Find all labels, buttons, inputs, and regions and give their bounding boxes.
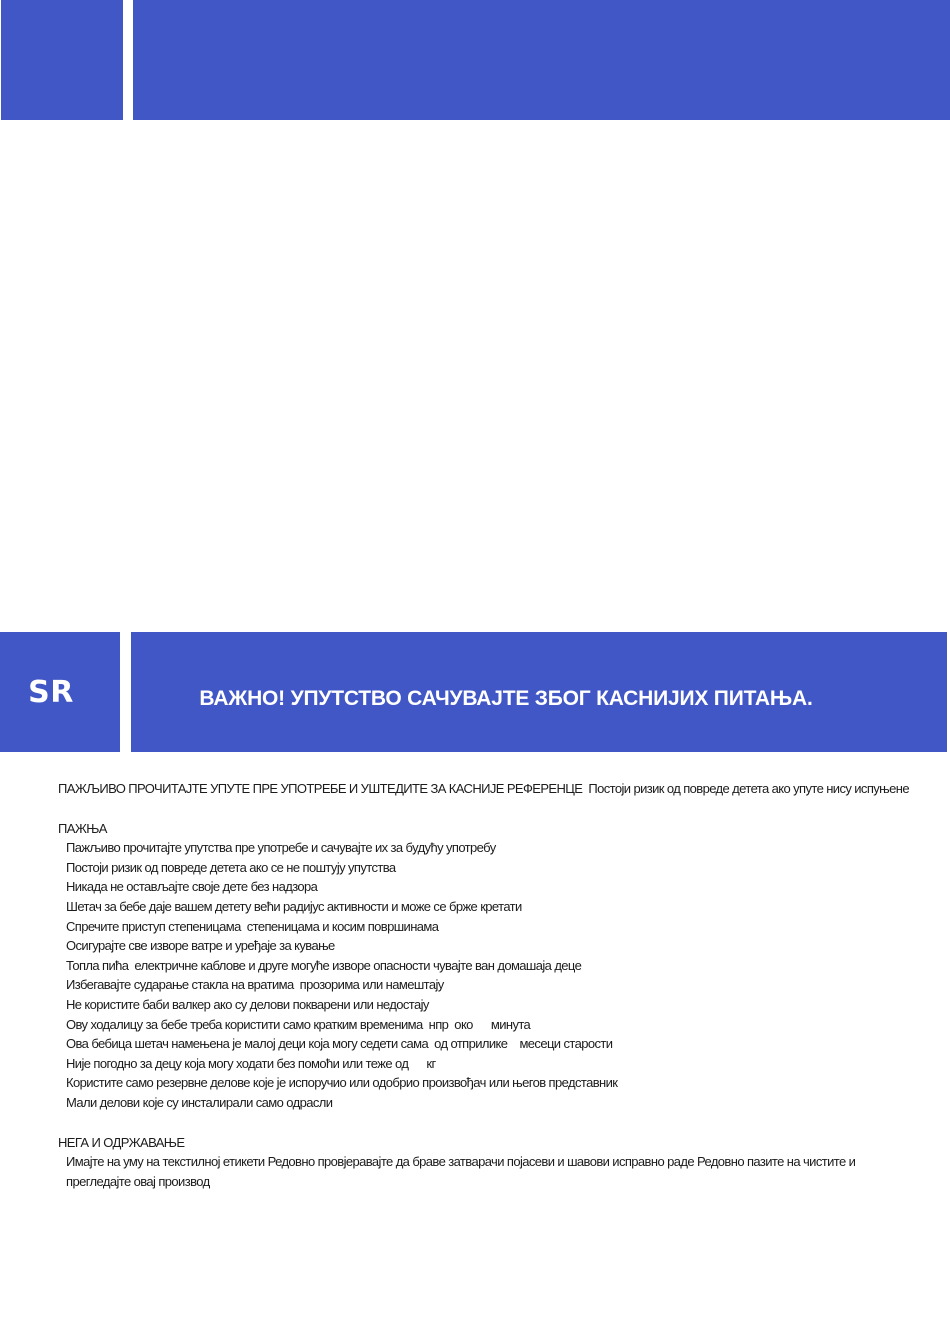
warning-item: Пажљиво прочитајте упутства пре употребе и сачувајте их за будућу употребу xyxy=(66,840,496,856)
warning-item: Постоји ризик од повреде детета ако се не поштују упутства xyxy=(66,859,396,875)
intro-text: ПАЖЉИВО ПРОЧИТАЈТЕ УПУТЕ ПРЕ УПОТРЕБЕ И УШТЕДИТЕ ЗА КАСНИЈЕ РЕФЕРЕНЦЕ Постоји ризик од повреде детета ако упуте нису испуњене xyxy=(58,781,909,796)
warning-list xyxy=(58,838,903,1112)
warning-heading: ПАЖЊА xyxy=(58,820,107,836)
page-title: ВАЖНО! УПУТСТВО САЧУВАЈТЕ ЗБОГ КАСНИЈИХ ПИТАЊА. xyxy=(199,687,813,710)
warning-item: Осигурајте све изворе ватре и уређаје за кување xyxy=(66,938,335,954)
header-accent-block-left xyxy=(1,0,123,120)
warning-item: Користите само резервне делове које је испоручио или одобрио произвођач или његов представник xyxy=(66,1075,618,1091)
warning-item: Топла пића електричне каблове и друге могуће изворе опасности чувајте ван домашаја деце xyxy=(66,957,582,973)
language-code: SR xyxy=(28,674,74,710)
warning-item: Ова бебица шетач намењена је малој деци која могу седети сама од отприлике месеци старости xyxy=(66,1036,613,1052)
warning-item: Ову ходалицу за бебе треба користити само кратким временима нпр око минута xyxy=(66,1016,531,1032)
warning-item: Шетач за бебе даје вашем детету већи радијус активности и може се брже кретати xyxy=(66,898,522,914)
warning-item: Избегавајте сударање стакла на вратима прозорима или намештају xyxy=(66,977,444,993)
care-heading: НЕГА И ОДРЖАВАЊЕ xyxy=(58,1134,185,1150)
warning-item: Није погодно за децу која могу ходати без помоћи или теже од кг xyxy=(66,1055,436,1071)
warning-item: Мали делови које су инсталирали само одрасли xyxy=(66,1094,333,1110)
header-accent-block-right xyxy=(133,0,950,120)
warning-item: Никада не остављајте своје дете без надзора xyxy=(66,879,318,895)
care-text: Имајте на уму на текстилној етикети Редовно провјеравајте да браве затварачи појасеви и шавови исправно раде Редовно пазите на чистите и прегледајте овај производ xyxy=(66,1154,856,1189)
warning-item: Спречите приступ степеницама степеницама и косим површинама xyxy=(66,918,439,934)
instructions-body xyxy=(58,779,909,1191)
warning-item: Не користите баби валкер ако су делови покварени или недостају xyxy=(66,996,429,1012)
